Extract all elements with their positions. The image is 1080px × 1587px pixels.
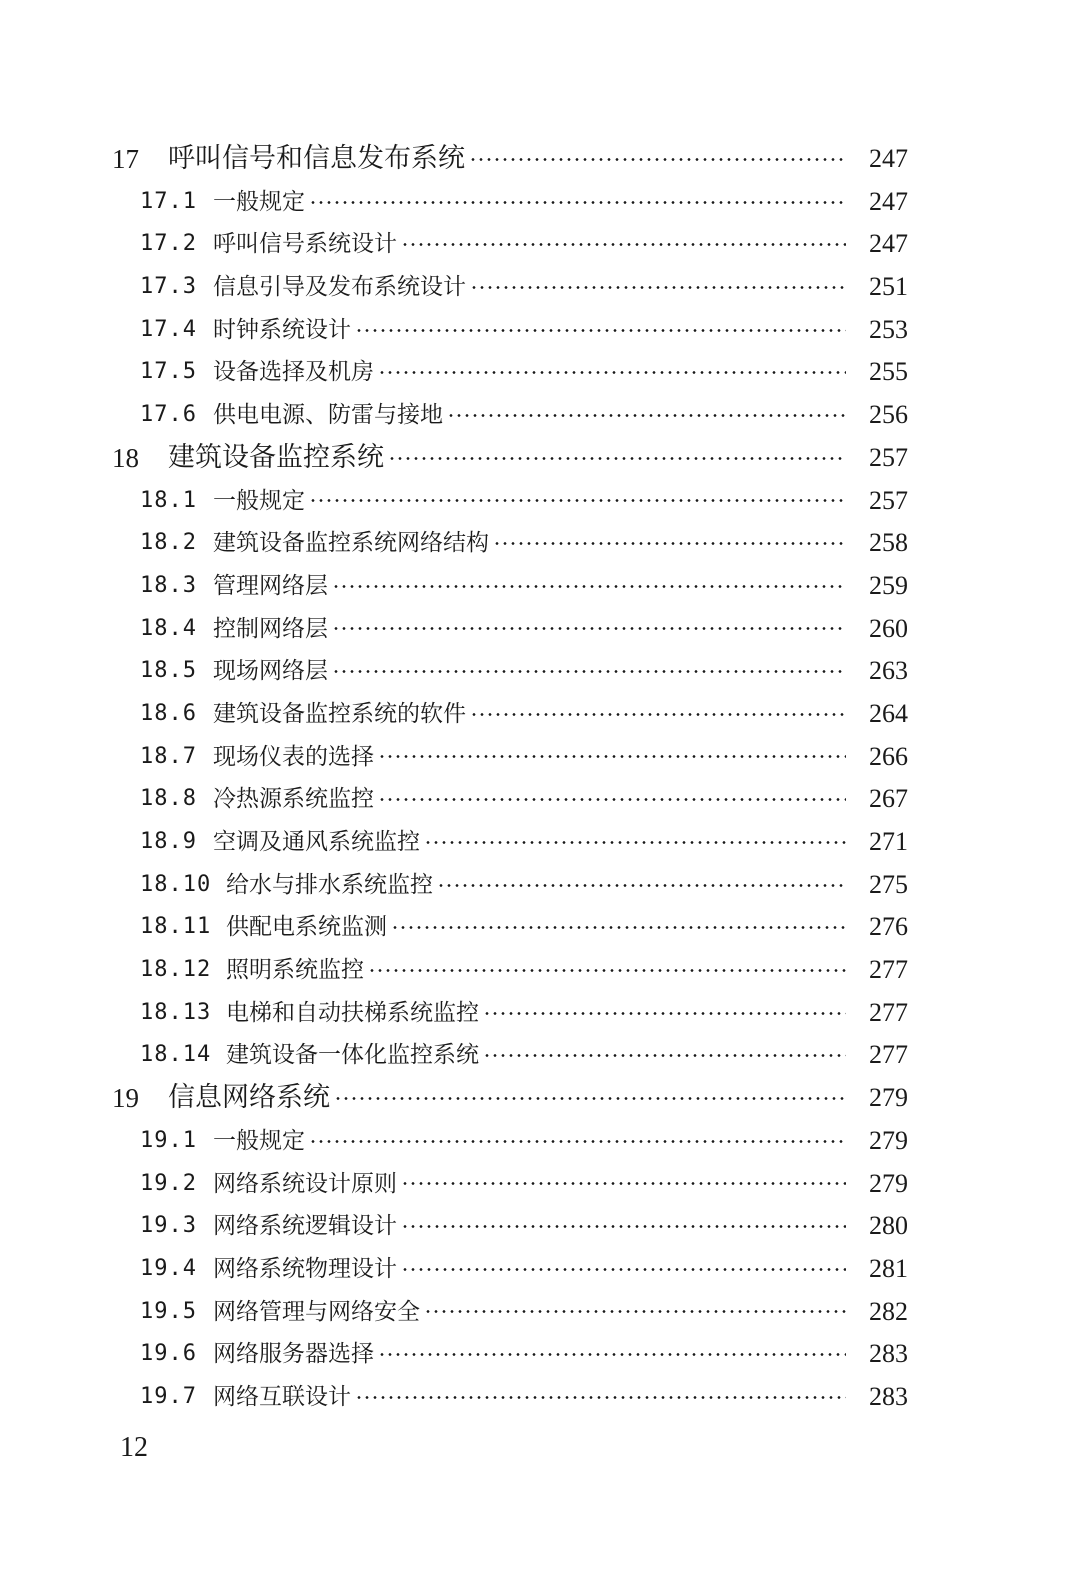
section-title: 建筑设备监控系统的软件 bbox=[213, 700, 466, 727]
dot-leader bbox=[334, 1077, 846, 1120]
page-reference: 251 bbox=[869, 272, 908, 302]
section-title: 一般规定 bbox=[213, 487, 305, 514]
dot-leader bbox=[332, 608, 846, 651]
dot-leader bbox=[332, 650, 846, 693]
page-reference: 256 bbox=[869, 400, 908, 430]
section-title: 现场网络层 bbox=[213, 658, 328, 685]
toc-section-row bbox=[0, 1120, 1080, 1163]
table-of-contents bbox=[0, 138, 1080, 1419]
toc-section-row bbox=[0, 394, 1080, 437]
section-number: 18.2 bbox=[140, 530, 197, 556]
section-number: 18.14 bbox=[140, 1042, 212, 1068]
toc-section-row bbox=[0, 1291, 1080, 1334]
page-reference: 257 bbox=[869, 485, 908, 515]
section-number: 18.3 bbox=[140, 572, 197, 598]
section-title: 时钟系统设计 bbox=[213, 316, 351, 343]
section-number: 17.5 bbox=[140, 359, 197, 385]
section-title: 网络系统逻辑设计 bbox=[213, 1213, 397, 1240]
section-title: 一般规定 bbox=[213, 188, 305, 215]
section-title: 供电电源、防雷与接地 bbox=[213, 402, 443, 429]
section-title: 网络互联设计 bbox=[213, 1383, 351, 1410]
toc-chapter-row bbox=[0, 138, 1080, 181]
toc-section-row bbox=[0, 1248, 1080, 1291]
dot-leader bbox=[424, 821, 846, 864]
toc-section-row bbox=[0, 949, 1080, 992]
dot-leader bbox=[470, 693, 846, 736]
toc-section-row bbox=[0, 1333, 1080, 1376]
chapter-number: 18 bbox=[112, 442, 139, 473]
dot-leader bbox=[378, 1333, 846, 1376]
section-number: 19.3 bbox=[140, 1213, 197, 1239]
toc-section-row bbox=[0, 821, 1080, 864]
page-reference: 279 bbox=[869, 1083, 908, 1113]
page-reference: 281 bbox=[869, 1253, 908, 1283]
toc-section-row bbox=[0, 778, 1080, 821]
section-number: 18.7 bbox=[140, 743, 197, 769]
dot-leader bbox=[401, 1163, 846, 1206]
dot-leader bbox=[391, 906, 846, 949]
toc-section-row bbox=[0, 906, 1080, 949]
page-reference: 283 bbox=[869, 1339, 908, 1369]
page-reference: 257 bbox=[869, 442, 908, 472]
section-title: 现场仪表的选择 bbox=[213, 743, 374, 770]
section-number: 18.11 bbox=[140, 914, 212, 940]
page-reference: 266 bbox=[869, 741, 908, 771]
section-number: 19.2 bbox=[140, 1170, 197, 1196]
dot-leader bbox=[388, 437, 846, 480]
section-number: 18.8 bbox=[140, 786, 197, 812]
page-reference: 259 bbox=[869, 570, 908, 600]
toc-section-row bbox=[0, 309, 1080, 352]
section-title: 供配电系统监测 bbox=[226, 914, 387, 941]
toc-section-row bbox=[0, 693, 1080, 736]
page-reference: 275 bbox=[869, 869, 908, 899]
section-number: 18.4 bbox=[140, 615, 197, 641]
section-title: 管理网络层 bbox=[213, 572, 328, 599]
section-number: 18.1 bbox=[140, 487, 197, 513]
section-number: 19.1 bbox=[140, 1127, 197, 1153]
page-reference: 276 bbox=[869, 912, 908, 942]
toc-section-row bbox=[0, 1163, 1080, 1206]
section-number: 17.2 bbox=[140, 231, 197, 257]
dot-leader bbox=[378, 778, 846, 821]
dot-leader bbox=[469, 138, 846, 181]
chapter-title: 呼叫信号和信息发布系统 bbox=[168, 143, 465, 174]
page-reference: 271 bbox=[869, 827, 908, 856]
section-title: 网络管理与网络安全 bbox=[213, 1298, 420, 1325]
page-reference: 267 bbox=[869, 784, 908, 814]
page-reference: 255 bbox=[869, 357, 908, 387]
dot-leader bbox=[447, 394, 846, 437]
toc-chapter-row bbox=[0, 437, 1080, 480]
page-reference: 247 bbox=[869, 144, 908, 173]
dot-leader bbox=[368, 949, 846, 992]
section-title: 冷热源系统监控 bbox=[213, 786, 374, 813]
dot-leader bbox=[378, 736, 846, 779]
page-reference: 283 bbox=[869, 1381, 908, 1411]
page-reference: 263 bbox=[869, 656, 908, 686]
dot-leader bbox=[401, 223, 846, 266]
section-number: 18.10 bbox=[140, 871, 212, 897]
chapter-title: 信息网络系统 bbox=[168, 1082, 330, 1114]
section-title: 呼叫信号系统设计 bbox=[213, 231, 397, 258]
section-number: 19.6 bbox=[140, 1341, 197, 1367]
toc-section-row bbox=[0, 181, 1080, 224]
toc-section-row bbox=[0, 736, 1080, 779]
page-reference: 247 bbox=[869, 186, 908, 216]
section-title: 控制网络层 bbox=[213, 615, 328, 642]
page-reference: 279 bbox=[869, 1168, 908, 1198]
dot-leader bbox=[401, 1205, 846, 1248]
section-title: 设备选择及机房 bbox=[213, 359, 374, 386]
toc-section-row bbox=[0, 650, 1080, 693]
dot-leader bbox=[424, 1291, 846, 1334]
page-reference: 253 bbox=[869, 314, 908, 344]
chapter-number: 19 bbox=[112, 1083, 139, 1114]
page-reference: 258 bbox=[869, 528, 908, 558]
toc-section-row bbox=[0, 223, 1080, 266]
toc-section-row bbox=[0, 608, 1080, 651]
section-number: 17.1 bbox=[140, 188, 197, 214]
section-number: 17.4 bbox=[140, 316, 197, 342]
section-number: 17.3 bbox=[140, 274, 197, 300]
page-reference: 282 bbox=[869, 1296, 908, 1326]
dot-leader bbox=[378, 351, 846, 394]
section-number: 17.6 bbox=[140, 402, 197, 428]
page-reference: 247 bbox=[869, 229, 908, 259]
toc-section-row bbox=[0, 522, 1080, 565]
section-title: 网络系统设计原则 bbox=[213, 1170, 397, 1197]
section-title: 信息引导及发布系统设计 bbox=[213, 274, 466, 301]
page-reference: 260 bbox=[869, 613, 908, 643]
section-title: 电梯和自动扶梯系统监控 bbox=[226, 999, 479, 1026]
section-number: 19.4 bbox=[140, 1255, 197, 1281]
section-number: 19.5 bbox=[140, 1298, 197, 1324]
toc-section-row bbox=[0, 565, 1080, 608]
page-reference: 277 bbox=[869, 1040, 908, 1070]
dot-leader bbox=[355, 1376, 846, 1419]
section-title: 空调及通风系统监控 bbox=[213, 829, 420, 855]
page-reference: 279 bbox=[869, 1125, 908, 1155]
toc-section-row bbox=[0, 1034, 1080, 1077]
section-number: 18.6 bbox=[140, 700, 197, 726]
dot-leader bbox=[437, 864, 846, 907]
toc-chapter-row bbox=[0, 1077, 1080, 1120]
dot-leader bbox=[309, 181, 846, 224]
section-title: 建筑设备一体化监控系统 bbox=[226, 1042, 479, 1069]
dot-leader bbox=[309, 480, 846, 523]
chapter-number: 17 bbox=[112, 144, 139, 174]
dot-leader bbox=[332, 565, 846, 608]
page-reference: 264 bbox=[869, 698, 908, 728]
section-title: 建筑设备监控系统网络结构 bbox=[213, 530, 489, 557]
toc-section-row bbox=[0, 351, 1080, 394]
section-number: 18.5 bbox=[140, 658, 197, 684]
page-reference: 277 bbox=[869, 997, 908, 1027]
toc-section-row bbox=[0, 266, 1080, 309]
section-title: 网络系统物理设计 bbox=[213, 1255, 397, 1282]
toc-section-row bbox=[0, 864, 1080, 907]
dot-leader bbox=[483, 1034, 846, 1077]
dot-leader bbox=[309, 1120, 846, 1163]
section-title: 照明系统监控 bbox=[226, 957, 364, 984]
dot-leader bbox=[355, 309, 846, 352]
page-reference: 280 bbox=[869, 1211, 908, 1241]
section-title: 一般规定 bbox=[213, 1127, 305, 1154]
section-number: 18.13 bbox=[140, 999, 212, 1025]
section-number: 18.9 bbox=[140, 829, 197, 854]
toc-section-row bbox=[0, 1376, 1080, 1419]
toc-section-row bbox=[0, 1205, 1080, 1248]
dot-leader bbox=[401, 1248, 846, 1291]
toc-section-row bbox=[0, 480, 1080, 523]
dot-leader bbox=[483, 992, 846, 1035]
toc-section-row bbox=[0, 992, 1080, 1035]
dot-leader bbox=[493, 522, 846, 565]
section-title: 给水与排水系统监控 bbox=[226, 871, 433, 898]
section-title: 网络服务器选择 bbox=[213, 1341, 374, 1368]
section-number: 19.7 bbox=[140, 1383, 197, 1409]
page-number: 12 bbox=[120, 1432, 148, 1463]
chapter-title: 建筑设备监控系统 bbox=[168, 441, 384, 473]
section-number: 18.12 bbox=[140, 957, 212, 983]
dot-leader bbox=[470, 266, 846, 309]
page-reference: 277 bbox=[869, 955, 908, 985]
